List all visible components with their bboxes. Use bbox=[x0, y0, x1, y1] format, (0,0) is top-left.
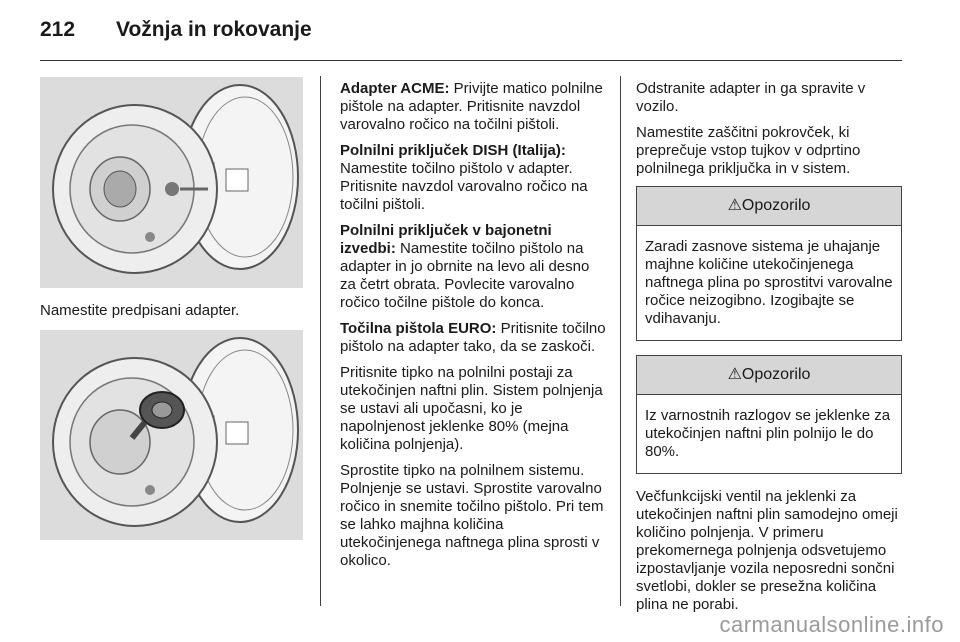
text-dish: Namestite točilno pištolo v adapter. Pritisnite navzdol varovalno ročico na točilni pištoli. bbox=[340, 160, 588, 213]
page-number: 212 bbox=[40, 18, 76, 41]
warning-triangle-icon: ⚠ bbox=[727, 197, 742, 214]
paragraph-multifunction-valve: Večfunkcijski ventil na jeklenki za utekočinjen naftni plin samodejno omeji količino polnjenja. V primeru prekomernega polnjenja odsvetujemo izpostavljanje vozila neposredni sončni svetlobi, dokler se presežna količina plina ne porabi. bbox=[636, 488, 898, 613]
paragraph-remove-adapter: Odstranite adapter in ga spravite v vozilo. bbox=[636, 80, 866, 115]
paragraph-adapter-acme bbox=[340, 80, 608, 134]
warning-triangle-icon: ⚠ bbox=[727, 366, 742, 383]
figure-caption: Namestite predpisani adapter. bbox=[40, 302, 240, 319]
text-adapter-acme: Privijte matico polnilne pištole na adapter. Pritisnite navzdol varovalno ročico na točilni pištoli. bbox=[340, 80, 603, 133]
right-column bbox=[636, 80, 902, 622]
paragraph-release-button: Sprostite tipko na polnilnem sistemu. Polnjenje se ustavi. Sprostite varovalno ročico in snemite točilno pištolo. Pri tem se lahko majhna količina utekočinjenega naftnega plina sprosti v okolico. bbox=[340, 462, 604, 569]
page-title: Vožnja in rokovanje bbox=[116, 18, 312, 41]
text-bayonet: Namestite točilno pištolo na adapter in jo obrnite na levo ali desno za četrt obrata. Povlecite varovalno ročico točilne pištole do konca. bbox=[340, 240, 590, 311]
term-euro: Točilna pištola EURO: bbox=[340, 320, 497, 337]
warning-text-2: Iz varnostnih razlogov se jeklenke za utekočinjen naftni plin polnijo le do 80%. bbox=[645, 407, 891, 460]
figure-adapter-mounted bbox=[40, 330, 303, 540]
column-divider-right bbox=[620, 76, 621, 606]
warning-title-2: Opozorilo bbox=[741, 366, 811, 383]
middle-column bbox=[340, 80, 608, 578]
watermark: carmanualsonline.info bbox=[719, 612, 944, 637]
warning-box-2 bbox=[636, 355, 902, 474]
warning-box-1 bbox=[636, 186, 902, 341]
header-rule bbox=[40, 60, 902, 61]
paragraph-dish bbox=[340, 142, 608, 214]
warning-text-1: Zaradi zasnove sistema je uhajanje majhne količine utekočinjenega naftnega plina po sprostitvi varovalne ročice neizogibno. Izogibajte se vdihavanju. bbox=[645, 238, 893, 327]
paragraph-press-button: Pritisnite tipko na polnilni postaji za utekočinjen naftni plin. Sistem polnjenja se ustavi ali upočasni, ko je napolnjenost jeklenke 80% (mejna količina polnjenja). bbox=[340, 364, 603, 453]
term-bayonet: Polnilni priključek v bajonetni izvedbi: bbox=[340, 222, 552, 257]
warning-header-2 bbox=[637, 356, 901, 395]
term-dish: Polnilni priključek DISH (Italija): bbox=[340, 142, 566, 159]
column-divider-left bbox=[320, 76, 321, 606]
term-adapter-acme: Adapter ACME: bbox=[340, 80, 450, 97]
paragraph-euro bbox=[340, 320, 608, 356]
warning-header-1 bbox=[637, 187, 901, 226]
figure-fuel-filler-cap bbox=[40, 77, 303, 288]
text-euro: Pritisnite točilno pištolo na adapter tako, da se zaskoči. bbox=[340, 320, 606, 355]
page-header bbox=[40, 18, 312, 42]
paragraph-protective-cap: Namestite zaščitni pokrovček, ki preprečuje vstop tujkov v odprtino polnilnega priključka in v sistem. bbox=[636, 124, 861, 177]
paragraph-bayonet bbox=[340, 222, 608, 312]
warning-title-1: Opozorilo bbox=[741, 197, 811, 214]
